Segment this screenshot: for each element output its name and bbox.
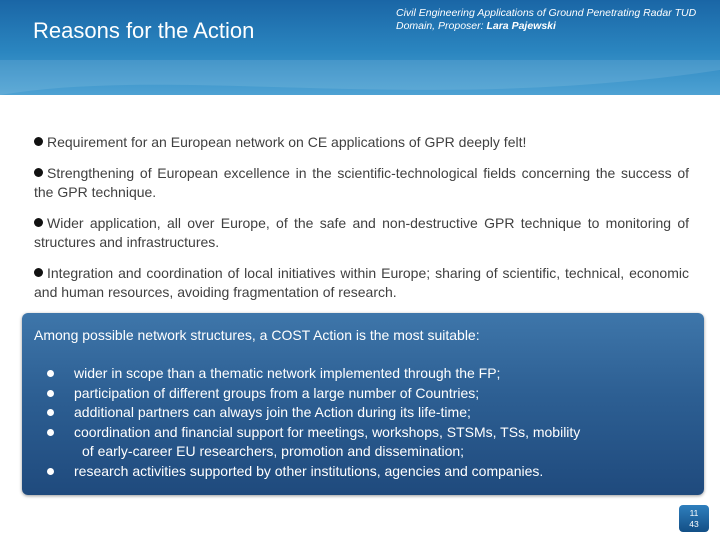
header-bar xyxy=(0,0,720,95)
bullet-dot-icon xyxy=(47,468,54,475)
bullet-dot-icon xyxy=(47,370,54,377)
bullet-dot-icon xyxy=(47,390,54,397)
bullet-dot-icon xyxy=(34,218,43,227)
panel-item-text: participation of different groups from a large number of Countries; xyxy=(74,384,480,401)
reason-text: Strengthening of European excellence in the scientific-technological fields concerning the success of the GPR technique. xyxy=(34,165,689,200)
panel-item-continuation: of early-career EU researchers, promotion and dissemination; xyxy=(82,443,465,460)
reason-item xyxy=(34,133,689,152)
bullet-dot-icon xyxy=(47,409,54,416)
slide-title: Reasons for the Action xyxy=(33,18,255,43)
reason-item xyxy=(34,264,689,302)
bullet-dot-icon xyxy=(47,429,54,436)
proposer-name: Lara Pajewski xyxy=(486,20,556,32)
bullet-dot-icon xyxy=(34,137,43,146)
reason-text: Integration and coordination of local initiatives within Europe; sharing of scientific, technical, economic and human resources, avoiding fragmentation of research. xyxy=(34,265,689,300)
panel-item-text: wider in scope than a thematic network implemented through the FP; xyxy=(74,365,501,381)
panel-item-text: additional partners can always join the Action during its life-time; xyxy=(74,404,471,421)
subtitle-line-1: Civil Engineering Applications of Ground Penetrating Radar TUD xyxy=(396,7,697,19)
reason-text: Wider application, all over Europe, of the safe and non-destructive GPR technique to monitoring of structures and infrastructures. xyxy=(34,215,689,250)
reason-text: Requirement for an European network on CE applications of GPR deeply felt! xyxy=(47,134,527,150)
panel-item xyxy=(74,384,694,404)
panel-list xyxy=(74,364,694,482)
cost-action-panel xyxy=(22,313,704,495)
header-swoosh-decoration xyxy=(0,60,720,120)
reason-item xyxy=(34,164,689,202)
slide-subtitle xyxy=(396,7,716,33)
panel-lead-text: Among possible network structures, a COST Action is the most suitable: xyxy=(34,327,480,343)
page-total: 43 xyxy=(689,519,699,529)
panel-item xyxy=(74,403,694,423)
page-number-badge xyxy=(679,505,709,532)
subtitle-prefix: Domain, Proposer: xyxy=(396,20,487,32)
panel-item xyxy=(74,364,694,384)
reason-item xyxy=(34,214,689,252)
subtitle-line-2 xyxy=(396,20,716,33)
panel-item-text: coordination and financial support for meetings, workshops, STSMs, TSs, mobility xyxy=(74,423,581,440)
bullet-dot-icon xyxy=(34,168,43,177)
page-current: 11 xyxy=(689,508,699,518)
bullet-dot-icon xyxy=(34,268,43,277)
reasons-list xyxy=(34,133,689,314)
panel-item xyxy=(74,462,694,482)
panel-item xyxy=(74,423,694,443)
panel-item-text: research activities supported by other institutions, agencies and companies. xyxy=(74,462,544,479)
